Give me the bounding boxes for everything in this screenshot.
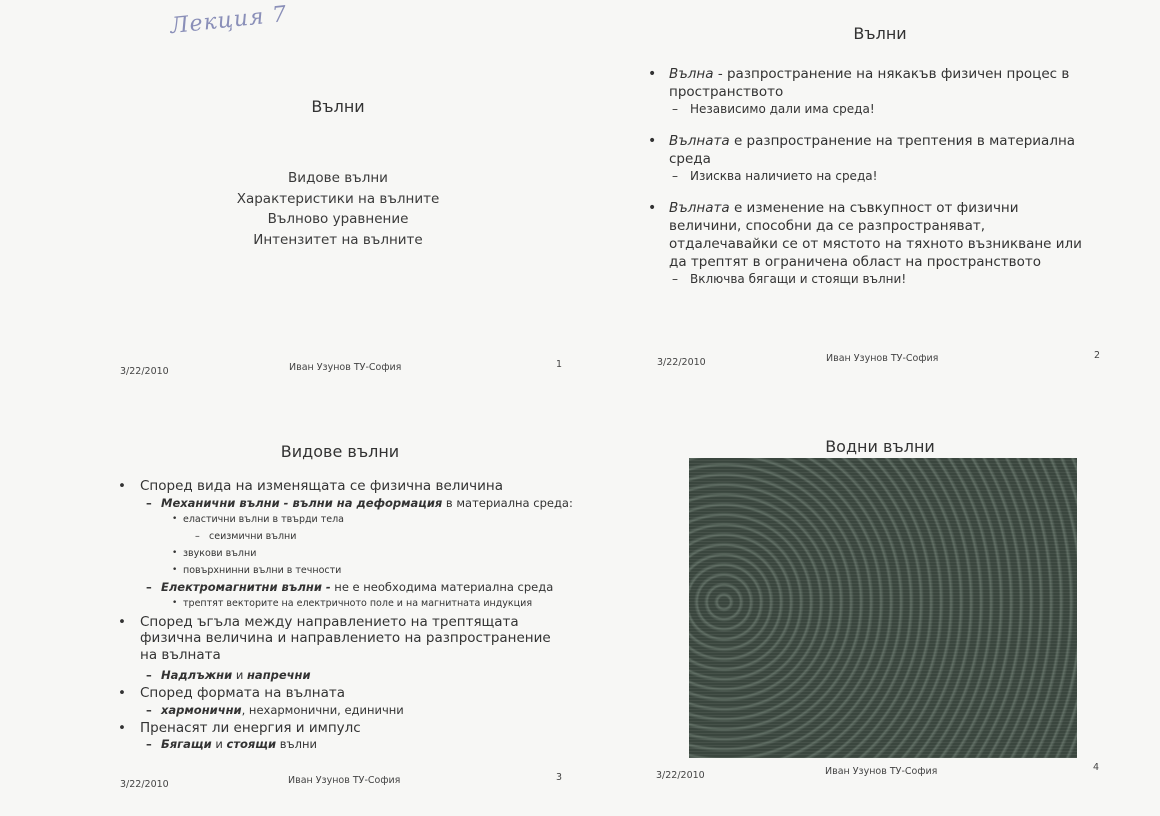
definition-sub-bullet: – Включва бягащи и стоящи вълни! (648, 271, 1098, 288)
subtitle-item: Интензитет на вълните (253, 231, 423, 248)
bullet-text: е изменение на съвкупност от физични величини, способни да се разпространяват, отдалечавайки се от мястото на тяхното възникване или да трептят в ограничена област на пространството (669, 200, 1082, 270)
bullet-term: Вълната (669, 133, 730, 149)
definition-sub-bullet: – Изисква наличието на среда! (648, 168, 1098, 185)
elastic-waves-item: • еластични вълни в твърди тела (118, 511, 588, 528)
slide-2-page-number: 2 (1094, 350, 1101, 361)
slide-1-page-number: 1 (556, 359, 563, 370)
classification-bullet: • Пренасят ли енергия и импулс (118, 720, 588, 737)
classification-bullet: • Според вида на изменящата се физична величина (118, 478, 588, 495)
slide-1-author: Иван Узунов ТУ-София (289, 362, 402, 373)
slide-4-author: Иван Узунов ТУ-София (825, 766, 938, 777)
subtitle-item: Характеристики на вълните (236, 190, 440, 207)
slide-2-date: 3/22/2010 (657, 357, 706, 368)
slide-1-date: 3/22/2010 (120, 366, 169, 377)
slide-3-date: 3/22/2010 (120, 779, 169, 790)
slide-1-subtitle-list (200, 168, 476, 250)
definition-bullet (648, 65, 1098, 101)
slide-1-title: Вълни (311, 97, 365, 116)
slide-4-title: Водни вълни (825, 437, 935, 456)
slide-2-author: Иван Узунов ТУ-София (826, 353, 939, 364)
definition-sub-bullet: – Независимо дали има среда! (648, 101, 1098, 118)
slide-3-page-number: 3 (556, 772, 563, 783)
definition-bullet (648, 199, 1089, 271)
em-waves-item: – Електромагнитни вълни - не е необходима материална среда (118, 579, 588, 595)
bullet-term: Вълна (669, 66, 714, 82)
subtitle-item: Вълново уравнение (267, 211, 409, 227)
running-standing-item: – Бягащи и стоящи вълни (118, 736, 588, 752)
slide-3-body (118, 476, 588, 752)
slide-4-date: 3/22/2010 (656, 770, 705, 781)
slide-3-author: Иван Узунов ТУ-София (288, 775, 401, 786)
bullet-term: Вълната (669, 200, 730, 216)
handwritten-note: Лекция 7 (169, 1, 289, 40)
em-vectors-item: • трептят векторите на електричното поле и на магнитната индукция (118, 595, 588, 612)
slide-3-title: Видове вълни (280, 442, 400, 461)
bullet-text: е разпространение на трептения в материална среда (669, 133, 1076, 167)
mechanical-waves-item: – Механични вълни - вълни на деформация в материална среда: (118, 495, 588, 511)
classification-bullet: • Според формата на вълната (118, 685, 588, 702)
slide-2-title: Вълни (853, 24, 907, 43)
slide-4-page-number: 4 (1093, 762, 1100, 773)
bullet-text: - разпространение на някакъв физичен процес в пространството (669, 66, 1070, 100)
definition-bullet (648, 132, 1098, 168)
surface-waves-item: • повърхнинни вълни в течности (118, 562, 588, 579)
subtitle-item: Видове вълни (288, 170, 388, 186)
slide-2-body (648, 65, 1098, 288)
water-waves-photo (689, 458, 1077, 758)
harmonic-item: – хармонични, нехармонични, единични (118, 702, 588, 718)
sound-waves-item: • звукови вълни (118, 545, 588, 562)
classification-bullet: • Според ъгъла между направлението на трептящата физична величина и направлението на разпространение на вълната (118, 614, 570, 664)
longitudinal-transverse-item: – Надлъжни и напречни (118, 667, 588, 683)
seismic-waves-item: – сеизмични вълни (118, 528, 588, 545)
